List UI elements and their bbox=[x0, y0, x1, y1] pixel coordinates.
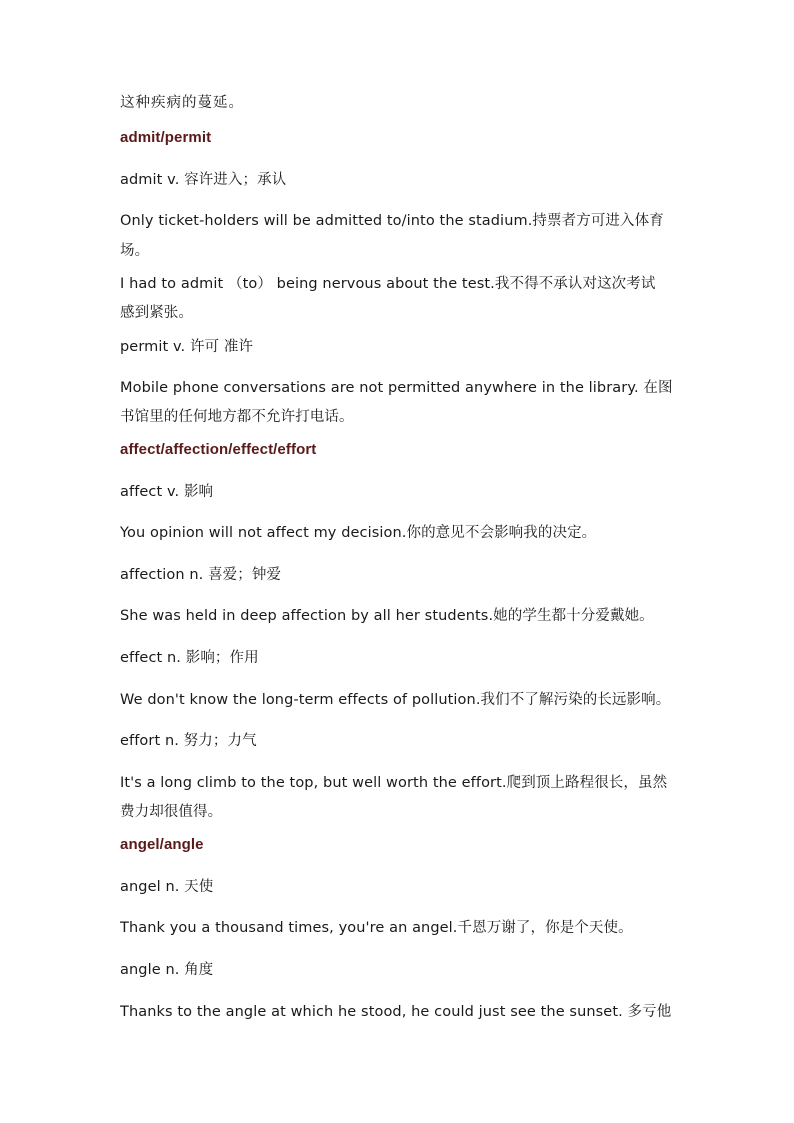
section-heading: admit/permit bbox=[120, 129, 212, 146]
example-sentence: Mobile phone conversations are not permitted anywhere in the library. 在图 bbox=[120, 380, 673, 396]
example-sentence: We don't know the long-term effects of pollution.我们不了解污染的长远影响。 bbox=[120, 692, 671, 708]
example-sentence-cont: 感到紧张。 bbox=[120, 305, 193, 321]
definition-line: angle n. 角度 bbox=[120, 962, 214, 978]
example-sentence: It's a long climb to the top, but well worth the effort.爬到顶上路程很长，虽然 bbox=[120, 775, 668, 791]
definition-line: permit v. 许可 准许 bbox=[120, 339, 254, 355]
example-sentence-cont: 场。 bbox=[120, 243, 150, 259]
definition-line: affect v. 影响 bbox=[120, 484, 214, 500]
example-sentence-cont: 费力却很值得。 bbox=[120, 804, 223, 820]
section-heading: angel/angle bbox=[120, 836, 204, 853]
text-line: 这种疾病的蔓延。 bbox=[120, 95, 244, 111]
example-sentence: Thanks to the angle at which he stood, he could just see the sunset. 多亏他 bbox=[120, 1004, 672, 1020]
example-sentence: Thank you a thousand times, you're an angel.千恩万谢了，你是个天使。 bbox=[120, 920, 633, 936]
definition-line: effort n. 努力；力气 bbox=[120, 733, 257, 749]
definition-line: admit v. 容许进入；承认 bbox=[120, 172, 287, 188]
example-sentence-cont: 书馆里的任何地方都不允许打电话。 bbox=[120, 409, 354, 425]
definition-line: angel n. 天使 bbox=[120, 879, 214, 895]
definition-line: effect n. 影响；作用 bbox=[120, 650, 259, 666]
definition-line: affection n. 喜爱；钟爱 bbox=[120, 567, 282, 583]
example-sentence: You opinion will not affect my decision.你的意见不会影响我的决定。 bbox=[120, 525, 597, 541]
example-sentence: Only ticket-holders will be admitted to/into the stadium.持票者方可进入体育 bbox=[120, 213, 664, 229]
example-sentence: She was held in deep affection by all her students.她的学生都十分爱戴她。 bbox=[120, 608, 654, 624]
section-heading: affect/affection/effect/effort bbox=[120, 441, 317, 458]
example-sentence: I had to admit （to） being nervous about the test.我不得不承认对这次考试 bbox=[120, 276, 656, 292]
